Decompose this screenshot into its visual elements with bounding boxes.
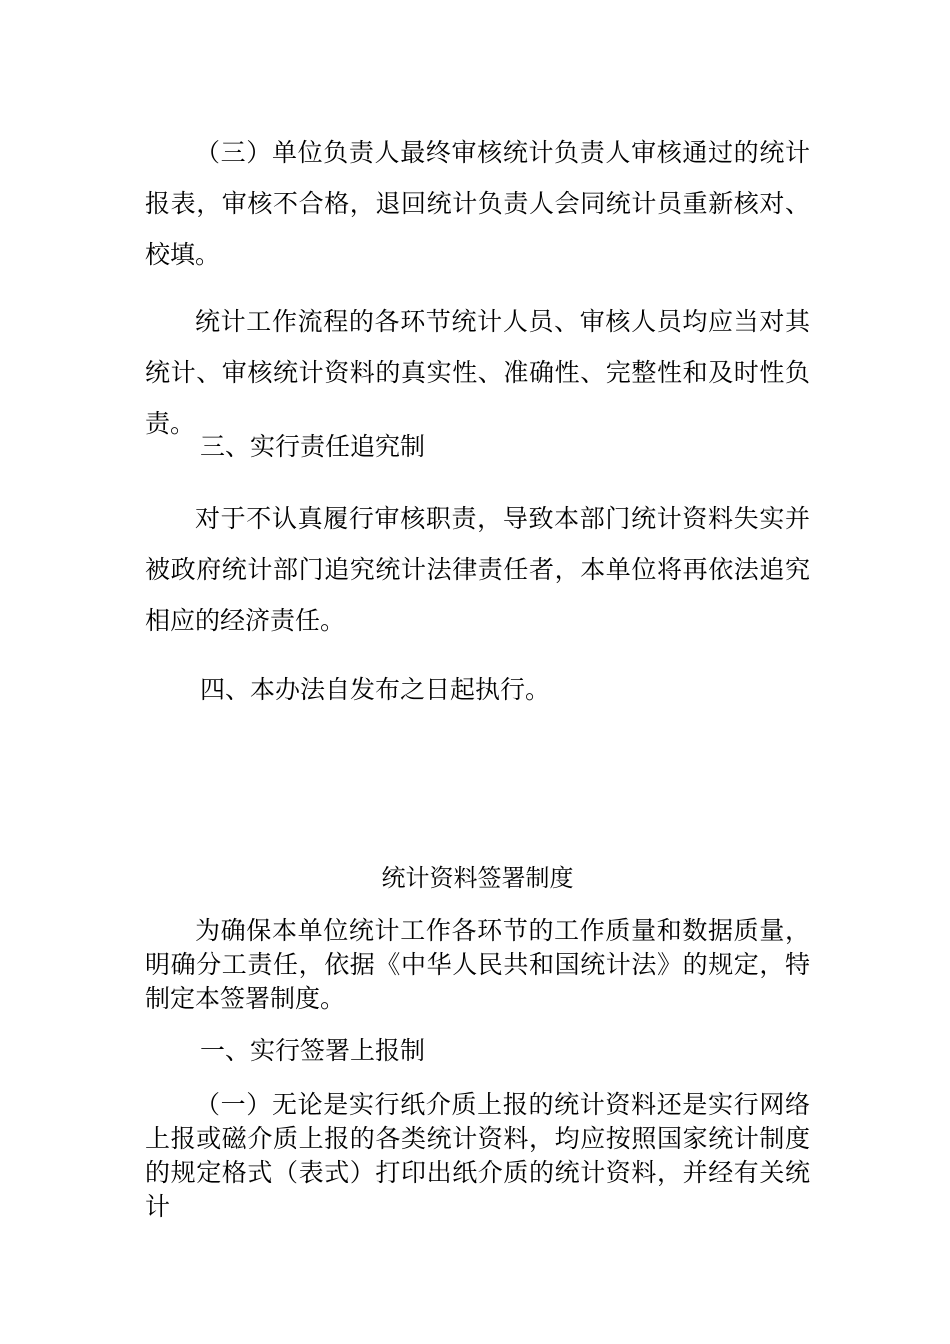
heading-signing-system: 一、实行签署上报制 <box>200 1036 426 1065</box>
paragraph-responsibility: 统计工作流程的各环节统计人员、审核人员均应当对其统计、审核统计资料的真实性、准确性、完整性和及时性负责。 <box>145 307 810 438</box>
paragraph-intro: 为确保本单位统计工作各环节的工作质量和数据质量，明确分工责任，依据《中华人民共和国统计法》的规定，特制定本签署制度。 <box>145 916 810 1013</box>
paragraph-accountability: 对于不认真履行审核职责，导致本部门统计资料失实并被政府统计部门追究统计法律责任者，本单位将再依法追究相应的经济责任。 <box>145 504 810 635</box>
heading-accountability: 三、实行责任追究制 <box>200 432 426 461</box>
paragraph-review-item-3: （三）单位负责人最终审核统计负责人审核通过的统计报表，审核不合格，退回统计负责人会同统计员重新核对、校填。 <box>145 138 810 269</box>
paragraph-signing-item-1: （一）无论是实行纸介质上报的统计资料还是实行网络上报或磁介质上报的各类统计资料，均应按照国家统计制度的规定格式（表式）打印出纸介质的统计资料，并经有关统计 <box>145 1090 810 1221</box>
document-title: 统计资料签署制度 <box>381 864 574 892</box>
heading-effective-date: 四、本办法自发布之日起执行。 <box>200 675 551 704</box>
